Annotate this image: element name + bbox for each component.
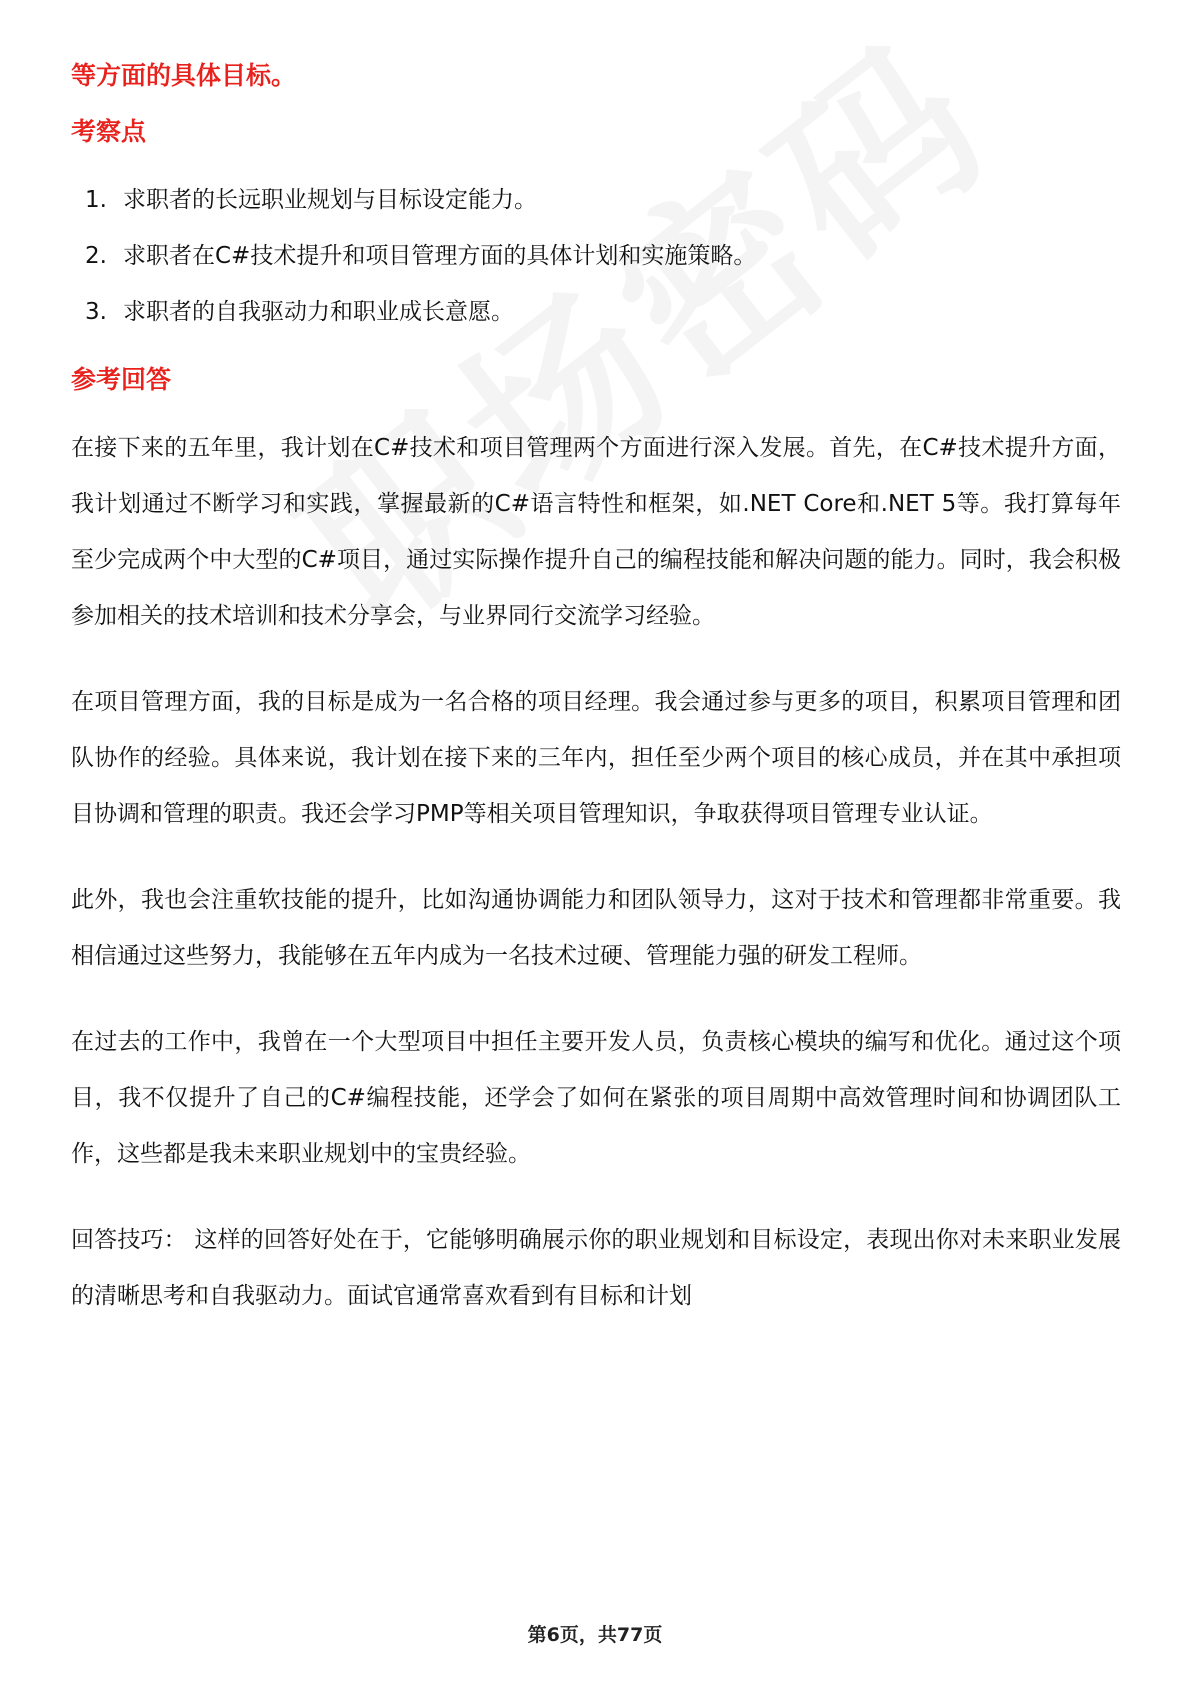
answer-paragraph: 在项目管理方面，我的目标是成为一名合格的项目经理。我会通过参与更多的项目，积累项目管理和团队协作的经验。具体来说，我计划在接下来的三年内，担任至少两个项目的核心成员，并在其中承担项目协调和管理的职责。我还会学习PMP等相关项目管理知识，争取获得项目管理专业认证。 — [71, 689, 1121, 827]
answer-paragraph: 在接下来的五年里，我计划在C#技术和项目管理两个方面进行深入发展。首先，在C#技术提升方面，我计划通过不断学习和实践，掌握最新的C#语言特性和框架，如.NET Core和.NET 5等。我打算每年至少完成两个中大型的C#项目，通过实际操作提升自己的编程技能和解决问题的能力。同时，我会积极参加相关的技术培训和技术分享会，与业界同行交流学习经验。 — [71, 435, 1121, 629]
list-item — [85, 228, 1121, 284]
list-item — [85, 172, 1121, 228]
section-heading-points: 考察点 — [71, 117, 147, 146]
list-number: 1. — [85, 187, 107, 213]
section-heading-answer: 参考回答 — [71, 365, 172, 394]
list-item-text: 求职者的自我驱动力和职业成长意愿。 — [123, 299, 514, 325]
list-item — [85, 284, 1121, 340]
answer-paragraph: 此外，我也会注重软技能的提升，比如沟通协调能力和团队领导力，这对于技术和管理都非常重要。我相信通过这些努力，我能够在五年内成为一名技术过硬、管理能力强的研发工程师。 — [71, 887, 1121, 969]
list-number: 3. — [85, 299, 107, 325]
page-number-footer: 第6页，共77页 — [527, 1624, 663, 1646]
answer-tips-paragraph: 回答技巧： 这样的回答好处在于，它能够明确展示你的职业规划和目标设定，表现出你对未来职业发展的清晰思考和自我驱动力。面试官通常喜欢看到有目标和计划 — [71, 1227, 1121, 1309]
page-content — [71, 58, 1121, 1354]
list-item-text: 求职者的长远职业规划与目标设定能力。 — [123, 187, 537, 213]
continuation-heading: 等方面的具体目标。 — [71, 61, 297, 90]
answer-paragraph: 在过去的工作中，我曾在一个大型项目中担任主要开发人员，负责核心模块的编写和优化。通过这个项目，我不仅提升了自己的C#编程技能，还学会了如何在紧张的项目周期中高效管理时间和协调团队工作，这些都是我未来职业规划中的宝贵经验。 — [71, 1029, 1121, 1167]
list-item-text: 求职者在C#技术提升和项目管理方面的具体计划和实施策略。 — [123, 243, 757, 269]
list-number: 2. — [85, 243, 107, 269]
points-list — [71, 172, 1121, 340]
